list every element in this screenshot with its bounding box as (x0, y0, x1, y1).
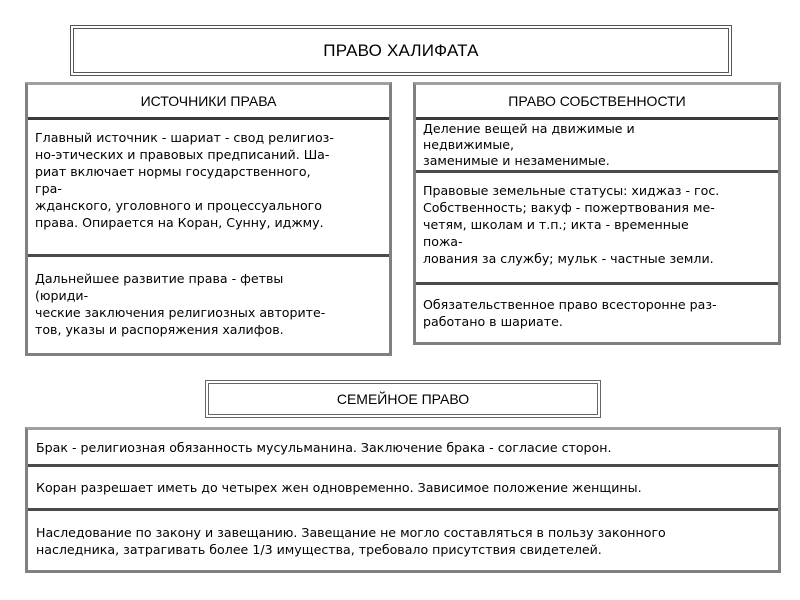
family-item-3 (28, 511, 778, 570)
text-line: наследника, затрагивать более 1/3 имущества, требовало присутствия свидетелей. (36, 541, 602, 557)
text-line: права. Опирается на Коран, Сунну, иджму. (35, 215, 324, 230)
family-item-2 (28, 467, 778, 511)
sources-column (25, 82, 392, 356)
family-column (25, 427, 781, 573)
text-line: Дальнейшее развитие права - фетвы (35, 271, 284, 286)
text-line: (юриди- (35, 288, 89, 303)
text-line: гра- (35, 181, 62, 196)
text-line: работано в шариате. (423, 314, 563, 329)
property-item-2 (416, 173, 778, 285)
text-line: риат включает нормы государственного, (35, 164, 311, 179)
text-line: лования за службу; мульк - частные земли. (423, 251, 714, 266)
text-line: но-этических и правовых предписаний. Ша- (35, 147, 330, 162)
family-header (205, 380, 601, 418)
sources-item-1 (28, 120, 389, 257)
text-line: заменимые и незаменимые. (423, 153, 610, 168)
text-line: Коран разрешает иметь до четырех жен одновременно. Зависимое положение женщины. (36, 480, 642, 495)
sources-header: ИСТОЧНИКИ ПРАВА (28, 85, 389, 120)
text-line: Деление вещей на движимые и (423, 121, 635, 136)
title-text: ПРАВО ХАЛИФАТА (323, 40, 479, 60)
text-line: недвижимые, (423, 137, 515, 152)
text-line: Главный источник - шариат - свод религиоз- (35, 130, 334, 145)
family-header-text: СЕМЕЙНОЕ ПРАВО (336, 391, 470, 407)
property-header: ПРАВО СОБСТВЕННОСТИ (416, 85, 778, 120)
text-line: Наследование по закону и завещанию. Завещание не могло составляться в пользу законного (36, 524, 666, 540)
text-line: жданского, уголовного и процессуального (35, 198, 322, 213)
property-item-1 (416, 120, 778, 173)
text-line: Правовые земельные статусы: хиджаз - гос. (423, 183, 720, 198)
property-column (413, 82, 781, 345)
property-item-3 (416, 285, 778, 336)
text-line: ческие заключения религиозных авторите- (35, 305, 326, 320)
text-line: четям, школам и т.п.; икта - временные (423, 217, 689, 232)
sources-item-2 (28, 257, 389, 344)
text-line: Собственность; вакуф - пожертвования ме- (423, 200, 715, 215)
text-line: тов, указы и распоряжения халифов. (35, 322, 284, 337)
text-line: Брак - религиозная обязанность мусульманина. Заключение брака - согласие сторон. (36, 439, 612, 455)
text-line: Обязательственное право всесторонне раз- (423, 297, 717, 312)
page-title (70, 25, 732, 76)
text-line: пожа- (423, 234, 463, 249)
family-item-1 (28, 430, 778, 467)
